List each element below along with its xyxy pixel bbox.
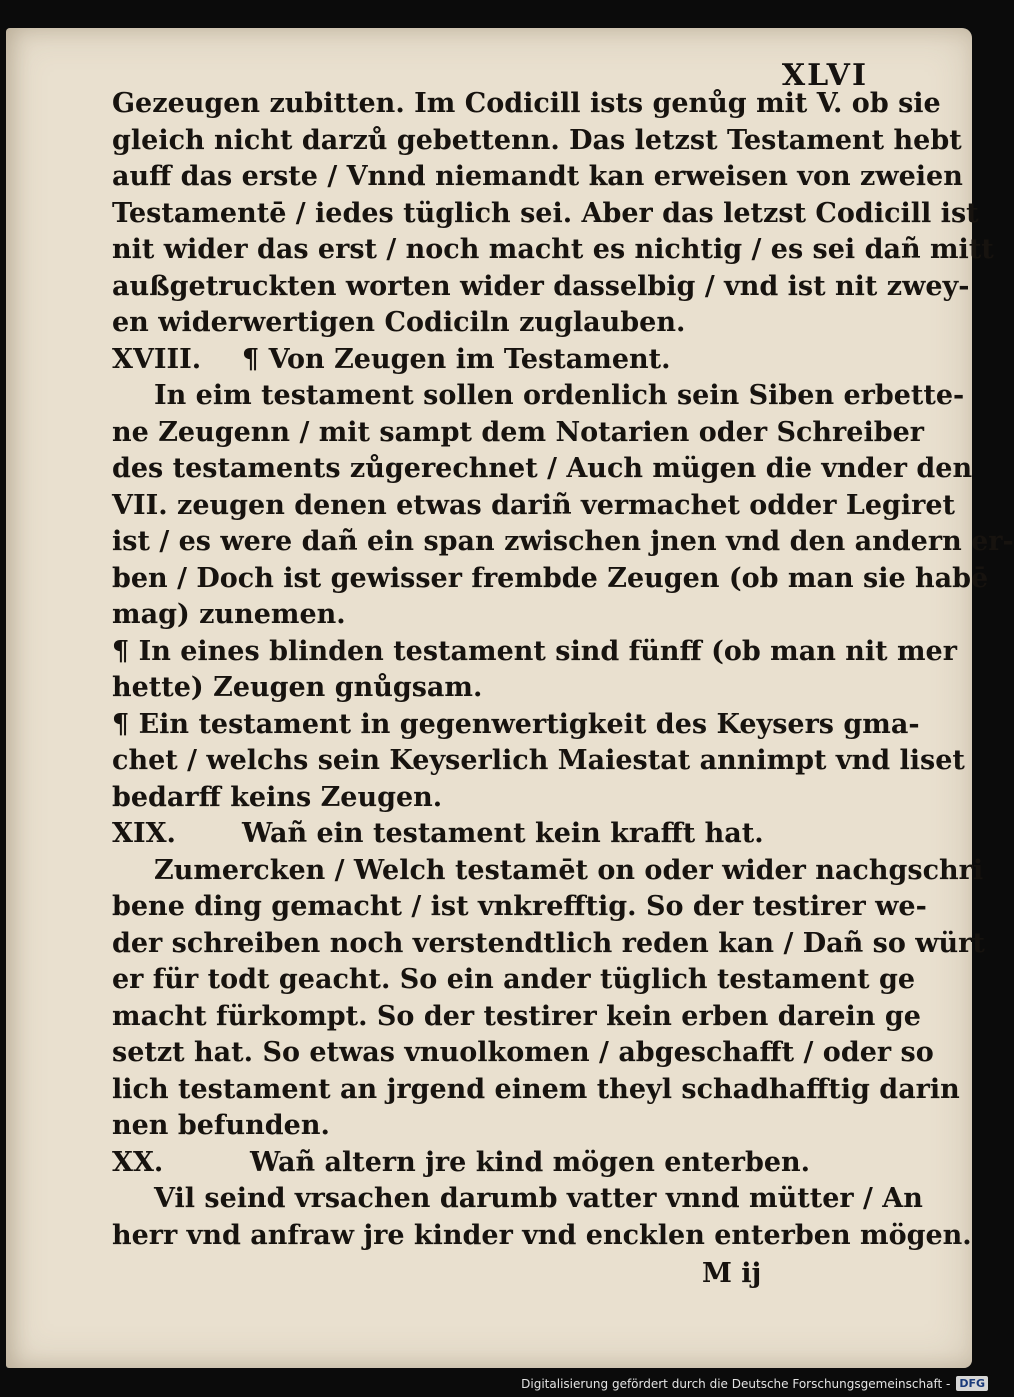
text-line: ¶ Ein testament in gegenwertigkeit des Keysers gma- [112,708,920,740]
text-line: gleich nicht darzů gebettenn. Das letzst Testament hebt [112,124,962,156]
text-line: mag) zunemen. [112,599,346,630]
signature-mark: M ij [702,1258,762,1289]
section-heading-18 [112,342,912,379]
text-line: Gezeugen zubitten. Im Codicill ists genůg mit V. ob sie [112,88,941,119]
text-line: setzt hat. So etwas vnuolkomen / abgeschafft / oder so [112,1037,934,1068]
text-block [112,86,1014,1294]
text-line: ben / Doch ist gewisser frembde Zeugen (ob man sie habē [112,562,989,594]
text-line: macht fürkompt. So der testirer kein erben darein ge [112,1000,921,1032]
text-line: VII. zeugen denen etwas dariñ vermachet odder Legiret [112,489,956,521]
text-line: außgetruckten worten wider dasselbig / vnd ist nit zwey- [112,270,970,302]
section-body-19 [112,853,985,1145]
text-line: hette) Zeugen gnůgsam. [112,672,483,703]
credit-text: Digitalisierung gefördert durch die Deutsche Forschungsgemeinschaft - [521,1376,951,1391]
text-line: nen befunden. [112,1110,330,1141]
book-page [6,28,1014,1368]
text-line: ne Zeugenn / mit sampt dem Notarien oder Schreiber [112,416,924,448]
text-line: Testamentē / iedes tüglich sei. Aber das letzst Codicill ist [112,197,979,229]
dfg-logo-icon: DFG [956,1376,988,1391]
text-line: Vil seind vrsachen darumb vatter vnnd mütter / An [154,1183,923,1214]
digitization-credit [521,1376,988,1391]
section-title: ¶ Von Zeugen im Testament. [242,343,671,375]
section-heading-20 [112,1145,912,1182]
section-title: Wañ altern jre kind mögen enterben. [250,1146,811,1178]
text-line: herr vnd anfraw jre kinder vnd encklen enterben mögen. [112,1219,972,1251]
text-line: ¶ In eines blinden testament sind fünff (ob man nit mer [112,635,957,667]
section-number: XVIII. [112,343,202,375]
folio-number: XLVI [781,58,868,93]
text-line: auff das erste / Vnnd niemandt kan erweisen von zweien [112,161,963,192]
text-line: chet / welchs sein Keyserlich Maiestat annimpt vnd liset [112,745,965,776]
text-line: en widerwertigen Codiciln zuglauben. [112,307,686,338]
text-line: der schreiben noch verstendtlich reden kan / Dañ so würt [112,927,985,959]
text-line: ist / es were dañ ein span zwischen jnen vnd den andern er- [112,526,1014,557]
section-body-20 [112,1181,972,1254]
section-heading-19 [112,816,912,853]
section-body-18 [112,378,1014,816]
text-line: des testaments zůgerechnet / Auch mügen die vnder den [112,453,973,484]
text-line: bedarff keins Zeugen. [112,781,443,813]
text-line: bene ding gemacht / ist vnkrefftig. So der testirer we- [112,891,927,922]
text-line: nit wider das erst / noch macht es nichtig / es sei dañ mitt [112,234,994,265]
text-line: er für todt geacht. So ein ander tüglich testament ge [112,964,916,995]
section-number: XX. [112,1146,164,1178]
text-line: Zumercken / Welch testamēt on oder wider nachgschri [154,854,984,886]
continuation-paragraph [112,86,994,342]
text-line: In eim testament sollen ordenlich sein Siben erbette- [154,380,965,411]
section-title: Wañ ein testament kein krafft hat. [242,818,764,849]
section-number: XIX. [112,818,176,849]
text-line: lich testament an jrgend einem theyl schadhafftig darin [112,1073,960,1105]
